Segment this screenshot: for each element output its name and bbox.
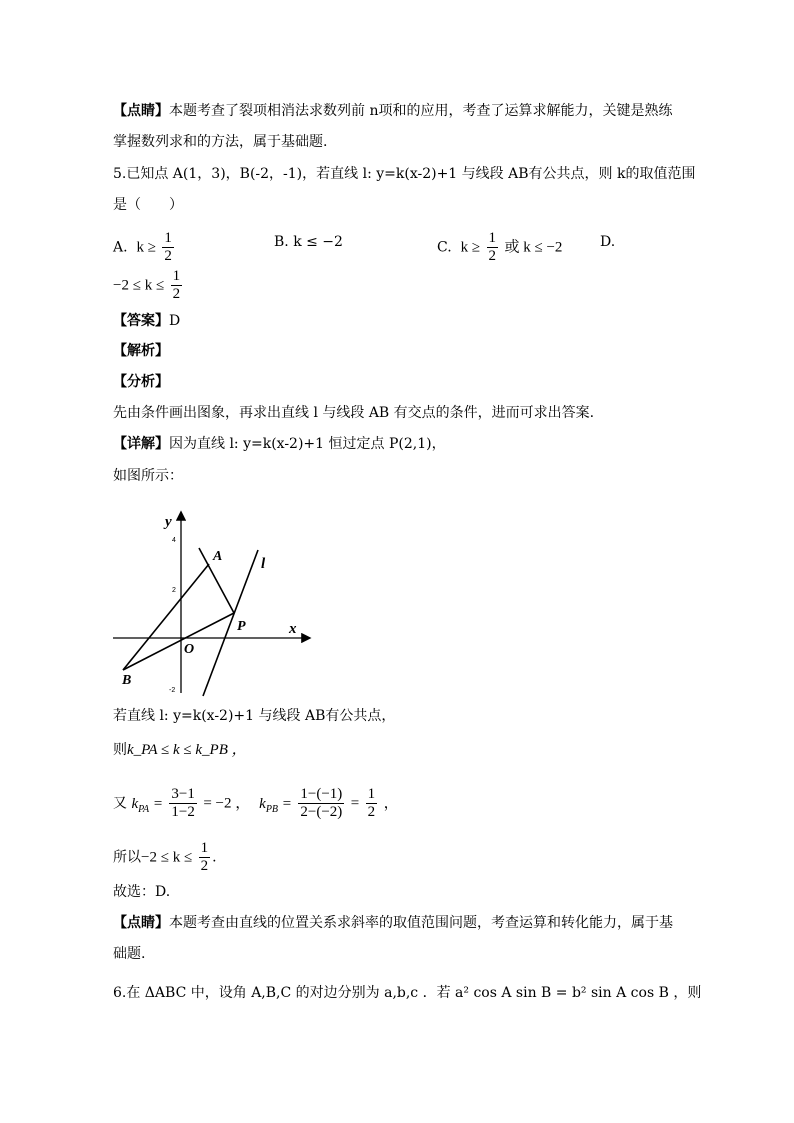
kpa-value: = −2 ， — [203, 795, 251, 812]
step-2 — [113, 740, 247, 760]
detail-line — [113, 434, 446, 454]
fraction-half: $\frac{1}{2}$ — [367, 786, 376, 820]
kpb-symbol: $k_{PB}$ = — [259, 795, 292, 815]
as-figure-text: 如图所示： — [113, 468, 183, 484]
note2-text-line1: 本题考查由直线的位置关系求斜率的取值范围问题，考查运算和转化能力，属于基 — [169, 915, 673, 931]
note-paragraph-1 — [113, 101, 672, 121]
step-5: 故选：D. — [113, 884, 171, 900]
option-c-label: C. — [437, 239, 452, 256]
step-1: 若直线 l: y=k(x-2)+1 与线段 AB有公共点， — [113, 708, 396, 724]
note-tag: 【点睛】 — [113, 103, 169, 119]
option-c-math: k ≥ — [460, 239, 481, 256]
step-3-prefix: 又 — [113, 795, 127, 812]
fraction-kpa: $\frac{3-1}{1-2}$ — [171, 786, 195, 820]
question-5-stem-end: 是（ ） — [113, 197, 183, 213]
step-4-math: −2 ≤ k ≤ — [141, 849, 193, 866]
note-tag: 【点睛】 — [113, 915, 169, 931]
step-2-prefix: 则 — [113, 742, 127, 758]
question-6-stem: 6.在 ΔABC 中，设角 A,B,C 的对边分别为 a,b,c ．若 a² cos A sin B = b² sin A cos B ，则 — [113, 985, 702, 1001]
fraction-half: $\frac{1}{2}$ — [172, 268, 181, 302]
y-axis-label: y — [165, 514, 172, 530]
point-a-label: A — [213, 549, 223, 564]
note-text-line2: 掌握数列求和的方法，属于基础题. — [113, 134, 328, 150]
question-5-stem: 5.已知点 A(1，3)，B(-2，-1)，若直线 l: y=k(x-2)+1 与线段 AB有公共点，则 k的取值范围 — [113, 166, 696, 182]
tick-4: 4 — [172, 537, 176, 544]
x-axis-label: x — [289, 621, 297, 637]
fraction-half: $\frac{1}{2}$ — [200, 840, 209, 874]
option-b: B. k ≤ −2 — [274, 234, 343, 250]
step-2-math: k_PA ≤ k ≤ k_PB ， — [127, 742, 247, 758]
answer-tag: 【答案】 — [113, 313, 169, 329]
option-a-label: A. — [113, 239, 128, 256]
option-d-label: D. — [600, 234, 616, 250]
coordinate-graph — [113, 508, 313, 698]
note2-text-line2: 础题. — [113, 946, 146, 962]
segment-b-p — [123, 613, 234, 670]
fenxi-text: 先由条件画出图象，再求出直线 l 与线段 AB 有交点的条件，进而可求出答案. — [113, 405, 595, 421]
kpa-symbol: $k_{PA}$ = — [131, 795, 163, 815]
fraction-half: $\frac{1}{2}$ — [164, 230, 172, 264]
tick-neg2: -2 — [169, 687, 176, 694]
line-l-label: l — [261, 556, 266, 572]
step-4-prefix: 所以 — [113, 849, 141, 866]
option-d — [113, 268, 184, 303]
note-text-line1: 本题考查了裂项相消法求数列前 n项和的应用，考查了运算求解能力，关键是熟练 — [169, 103, 673, 119]
answer-value: D — [169, 313, 181, 329]
option-c-math-end: 或 k ≤ −2 — [504, 239, 563, 256]
origin-label: O — [184, 642, 195, 657]
note-paragraph-2 — [113, 913, 673, 933]
fenxi-tag: 【分析】 — [113, 374, 169, 390]
option-d-math: −2 ≤ k ≤ — [113, 277, 165, 294]
point-b-label: B — [122, 673, 132, 688]
step-4: 所以−2 ≤ k ≤ $\frac{1}{2}$ . — [113, 840, 217, 874]
option-a — [113, 230, 176, 265]
analysis-tag: 【解析】 — [113, 343, 169, 359]
fraction-kpb: $\frac{1-(-1)}{2-(-2)}$ — [300, 786, 343, 820]
option-a-math: k ≥ — [136, 239, 156, 256]
line-bp-a — [123, 564, 209, 670]
point-p-label: P — [237, 619, 246, 634]
tick-2: 2 — [172, 587, 176, 594]
answer-line — [113, 311, 180, 331]
fraction-half: $\frac{1}{2}$ — [488, 230, 497, 264]
detail-tag: 【详解】 — [113, 436, 169, 452]
step-3: 又 $k_{PA}$ = $\frac{3-1}{1-2}$ = −2 ， $k_{PB}$ = $\frac{1-(-1)}{2-(-2)}$ = $\frac{1}{2}$ ， — [113, 786, 399, 820]
kpb-equals: = — [350, 795, 360, 812]
option-c — [437, 230, 562, 265]
detail-text: 因为直线 l: y=k(x-2)+1 恒过定点 P(2,1)， — [169, 436, 446, 452]
